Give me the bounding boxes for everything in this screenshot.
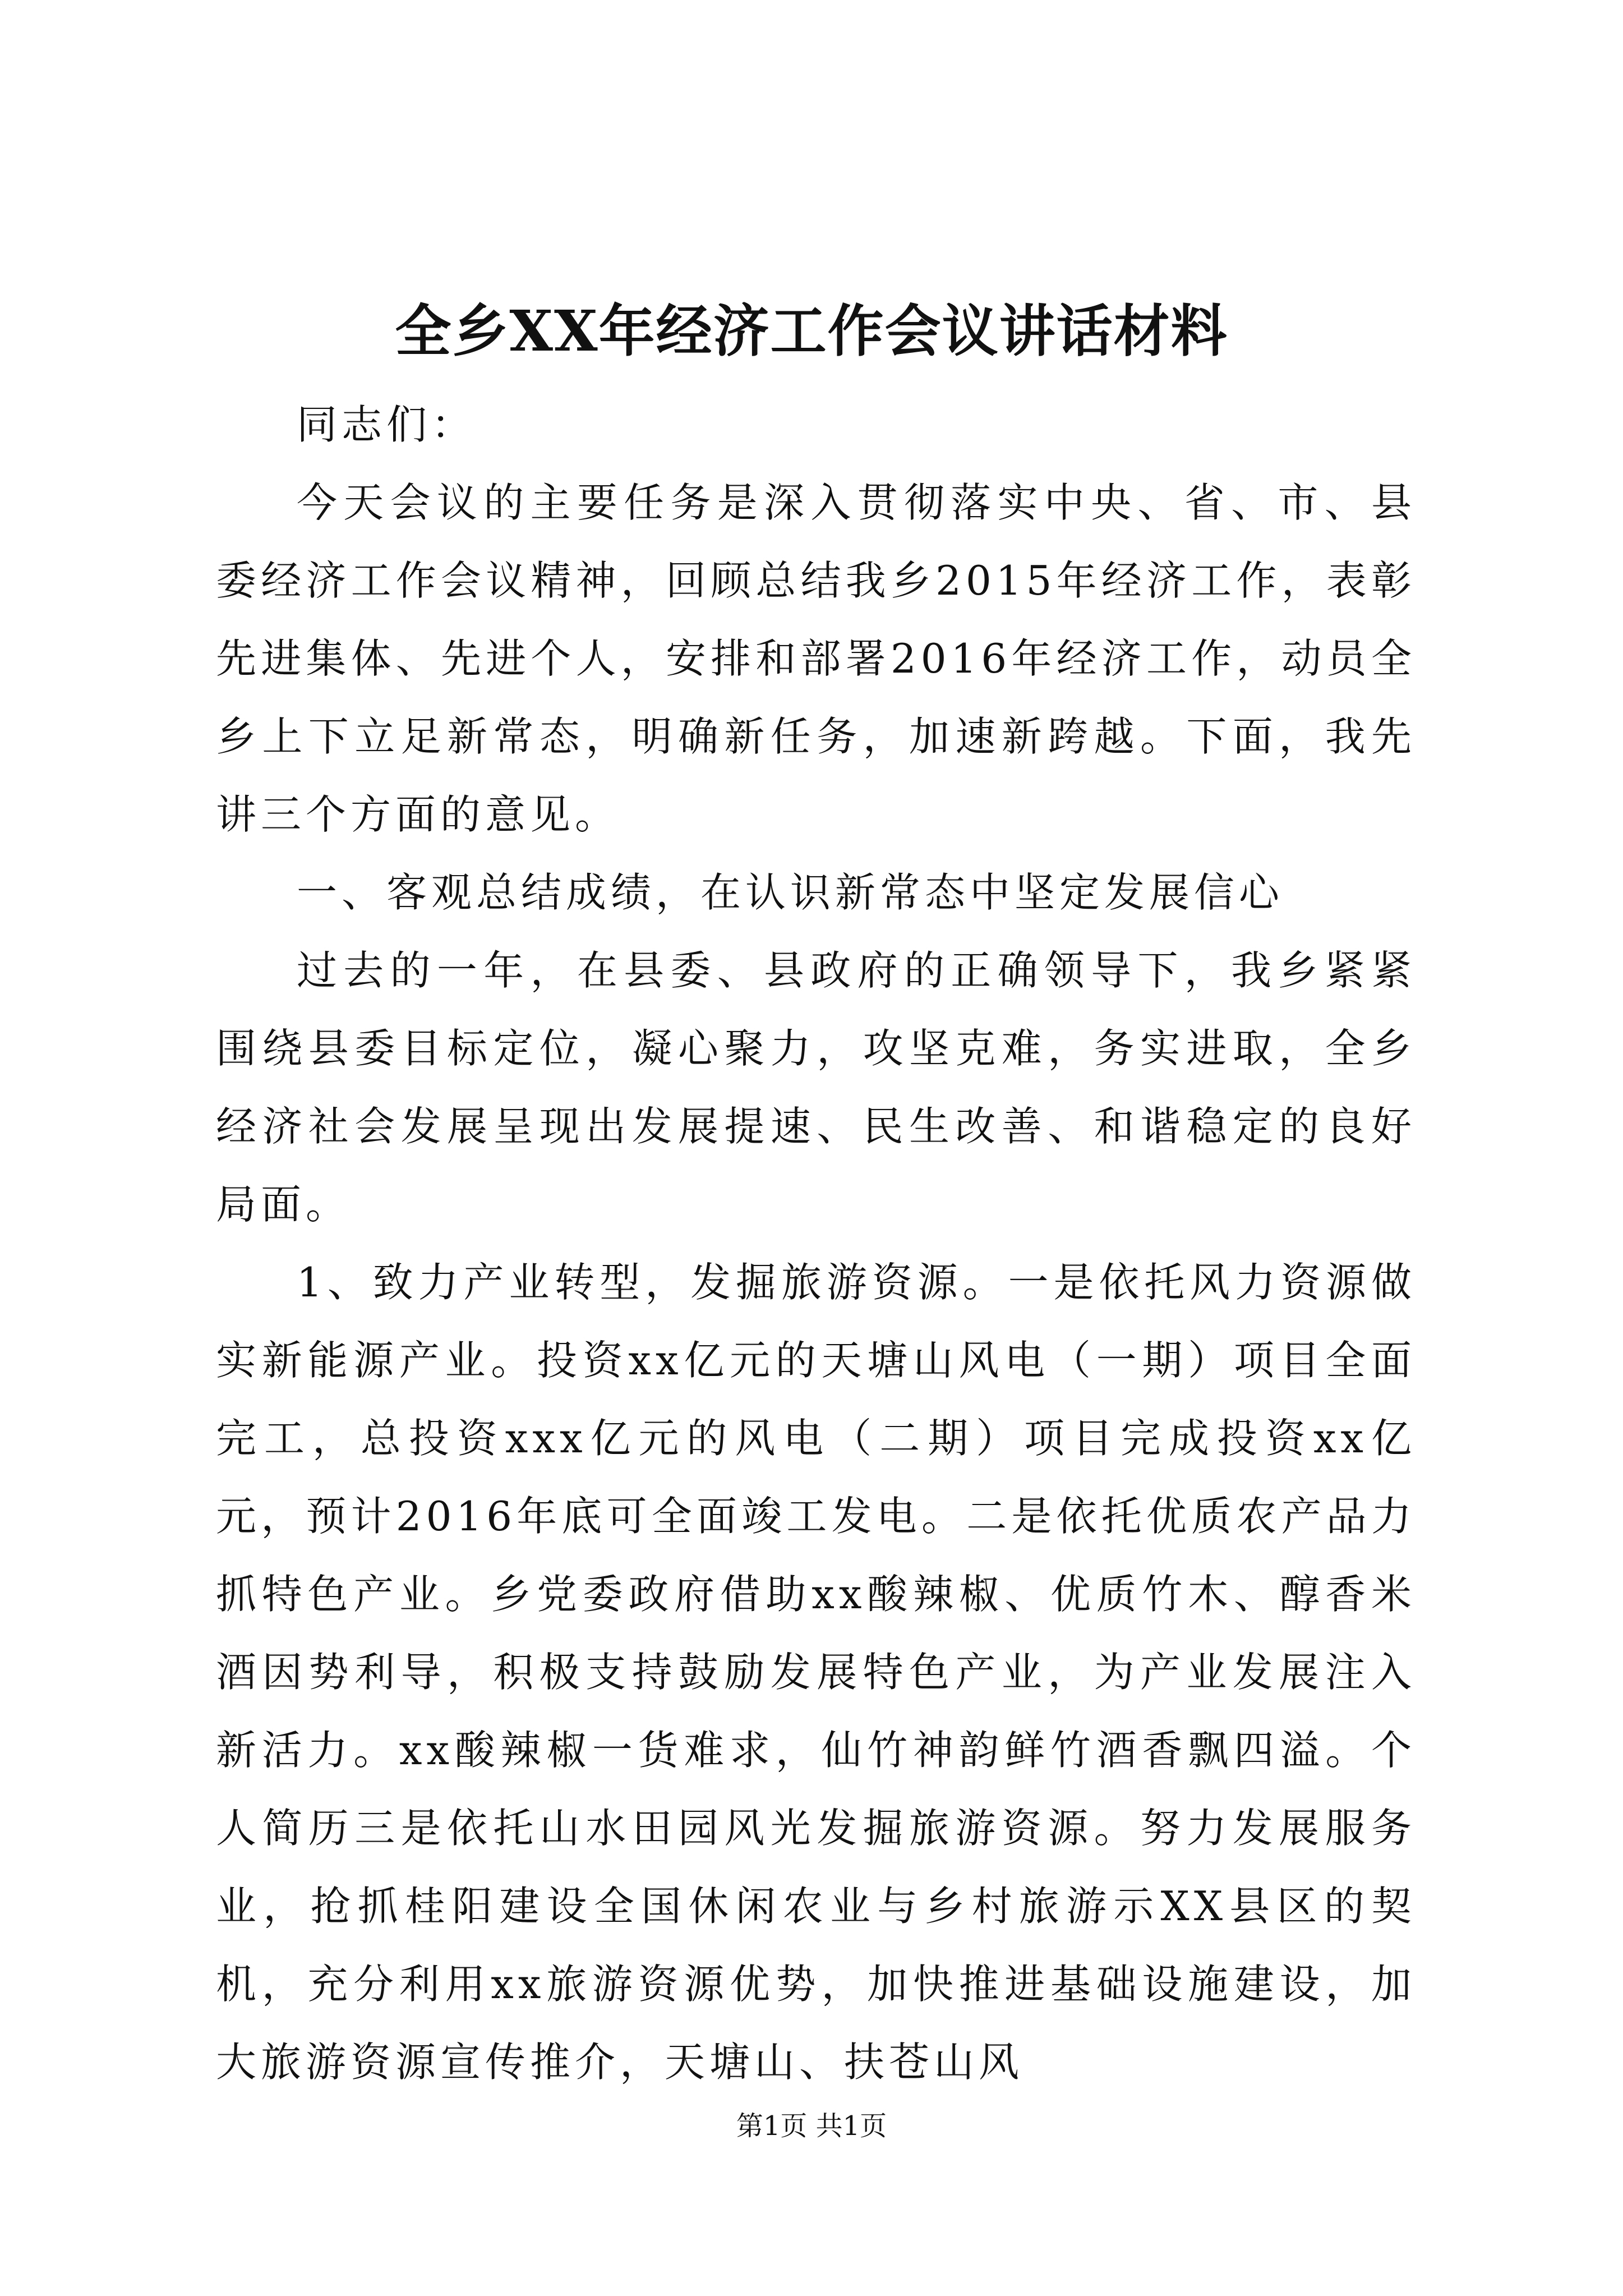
salutation-paragraph: 同志们： xyxy=(297,401,477,448)
industry-paragraph: 1、致力产业转型，发掘旅游资源。一是依托风力资源做实新能源产业。投资xx亿元的天塘山风电（一期）项目全面完工，总投资xxx亿元的风电（二期）项目完成投资xx亿元，预计2016年底可全面竣工发电。二是依托优质农产品力抓特色产业。乡党委政府借助xx酸辣椒、优质竹木、醇香米酒因势利导，积极支持鼓励发展特色产业，为产业发展注入新活力。xx酸辣椒一货难求，仙竹神韵鲜竹酒香飘四溢。个人简历三是依托山水田园风光发掘旅游资源。努力发展服务业，抢抓桂阳建设全国休闲农业与乡村旅游示XX县区的契机，充分利用xx旅游资源优势，加快推进基础设施建设，加大旅游资源宣传推介，天塘山、扶苍山风 xyxy=(216,1259,1416,2086)
document-body xyxy=(216,386,1416,2101)
document-title: 全乡XX年经济工作会议讲话材料 xyxy=(395,298,1228,364)
section-heading-1: 一、客观总结成绩，在认识新常态中坚定发展信心 xyxy=(297,869,1284,916)
page-footer: 第1页 共1页 xyxy=(736,2110,887,2142)
summary-paragraph: 过去的一年，在县委、县政府的正确领导下，我乡紧紧围绕县委目标定位，凝心聚力，攻坚克难，务实进取，全乡经济社会发展呈现出发展提速、民生改善、和谐稳定的良好局面。 xyxy=(216,947,1416,1228)
intro-paragraph: 今天会议的主要任务是深入贯彻落实中央、省、市、县委经济工作会议精神，回顾总结我乡2015年经济工作，表彰先进集体、先进个人，安排和部署2016年经济工作，动员全乡上下立足新常态，明确新任务，加速新跨越。下面，我先讲三个方面的意见。 xyxy=(216,479,1416,838)
